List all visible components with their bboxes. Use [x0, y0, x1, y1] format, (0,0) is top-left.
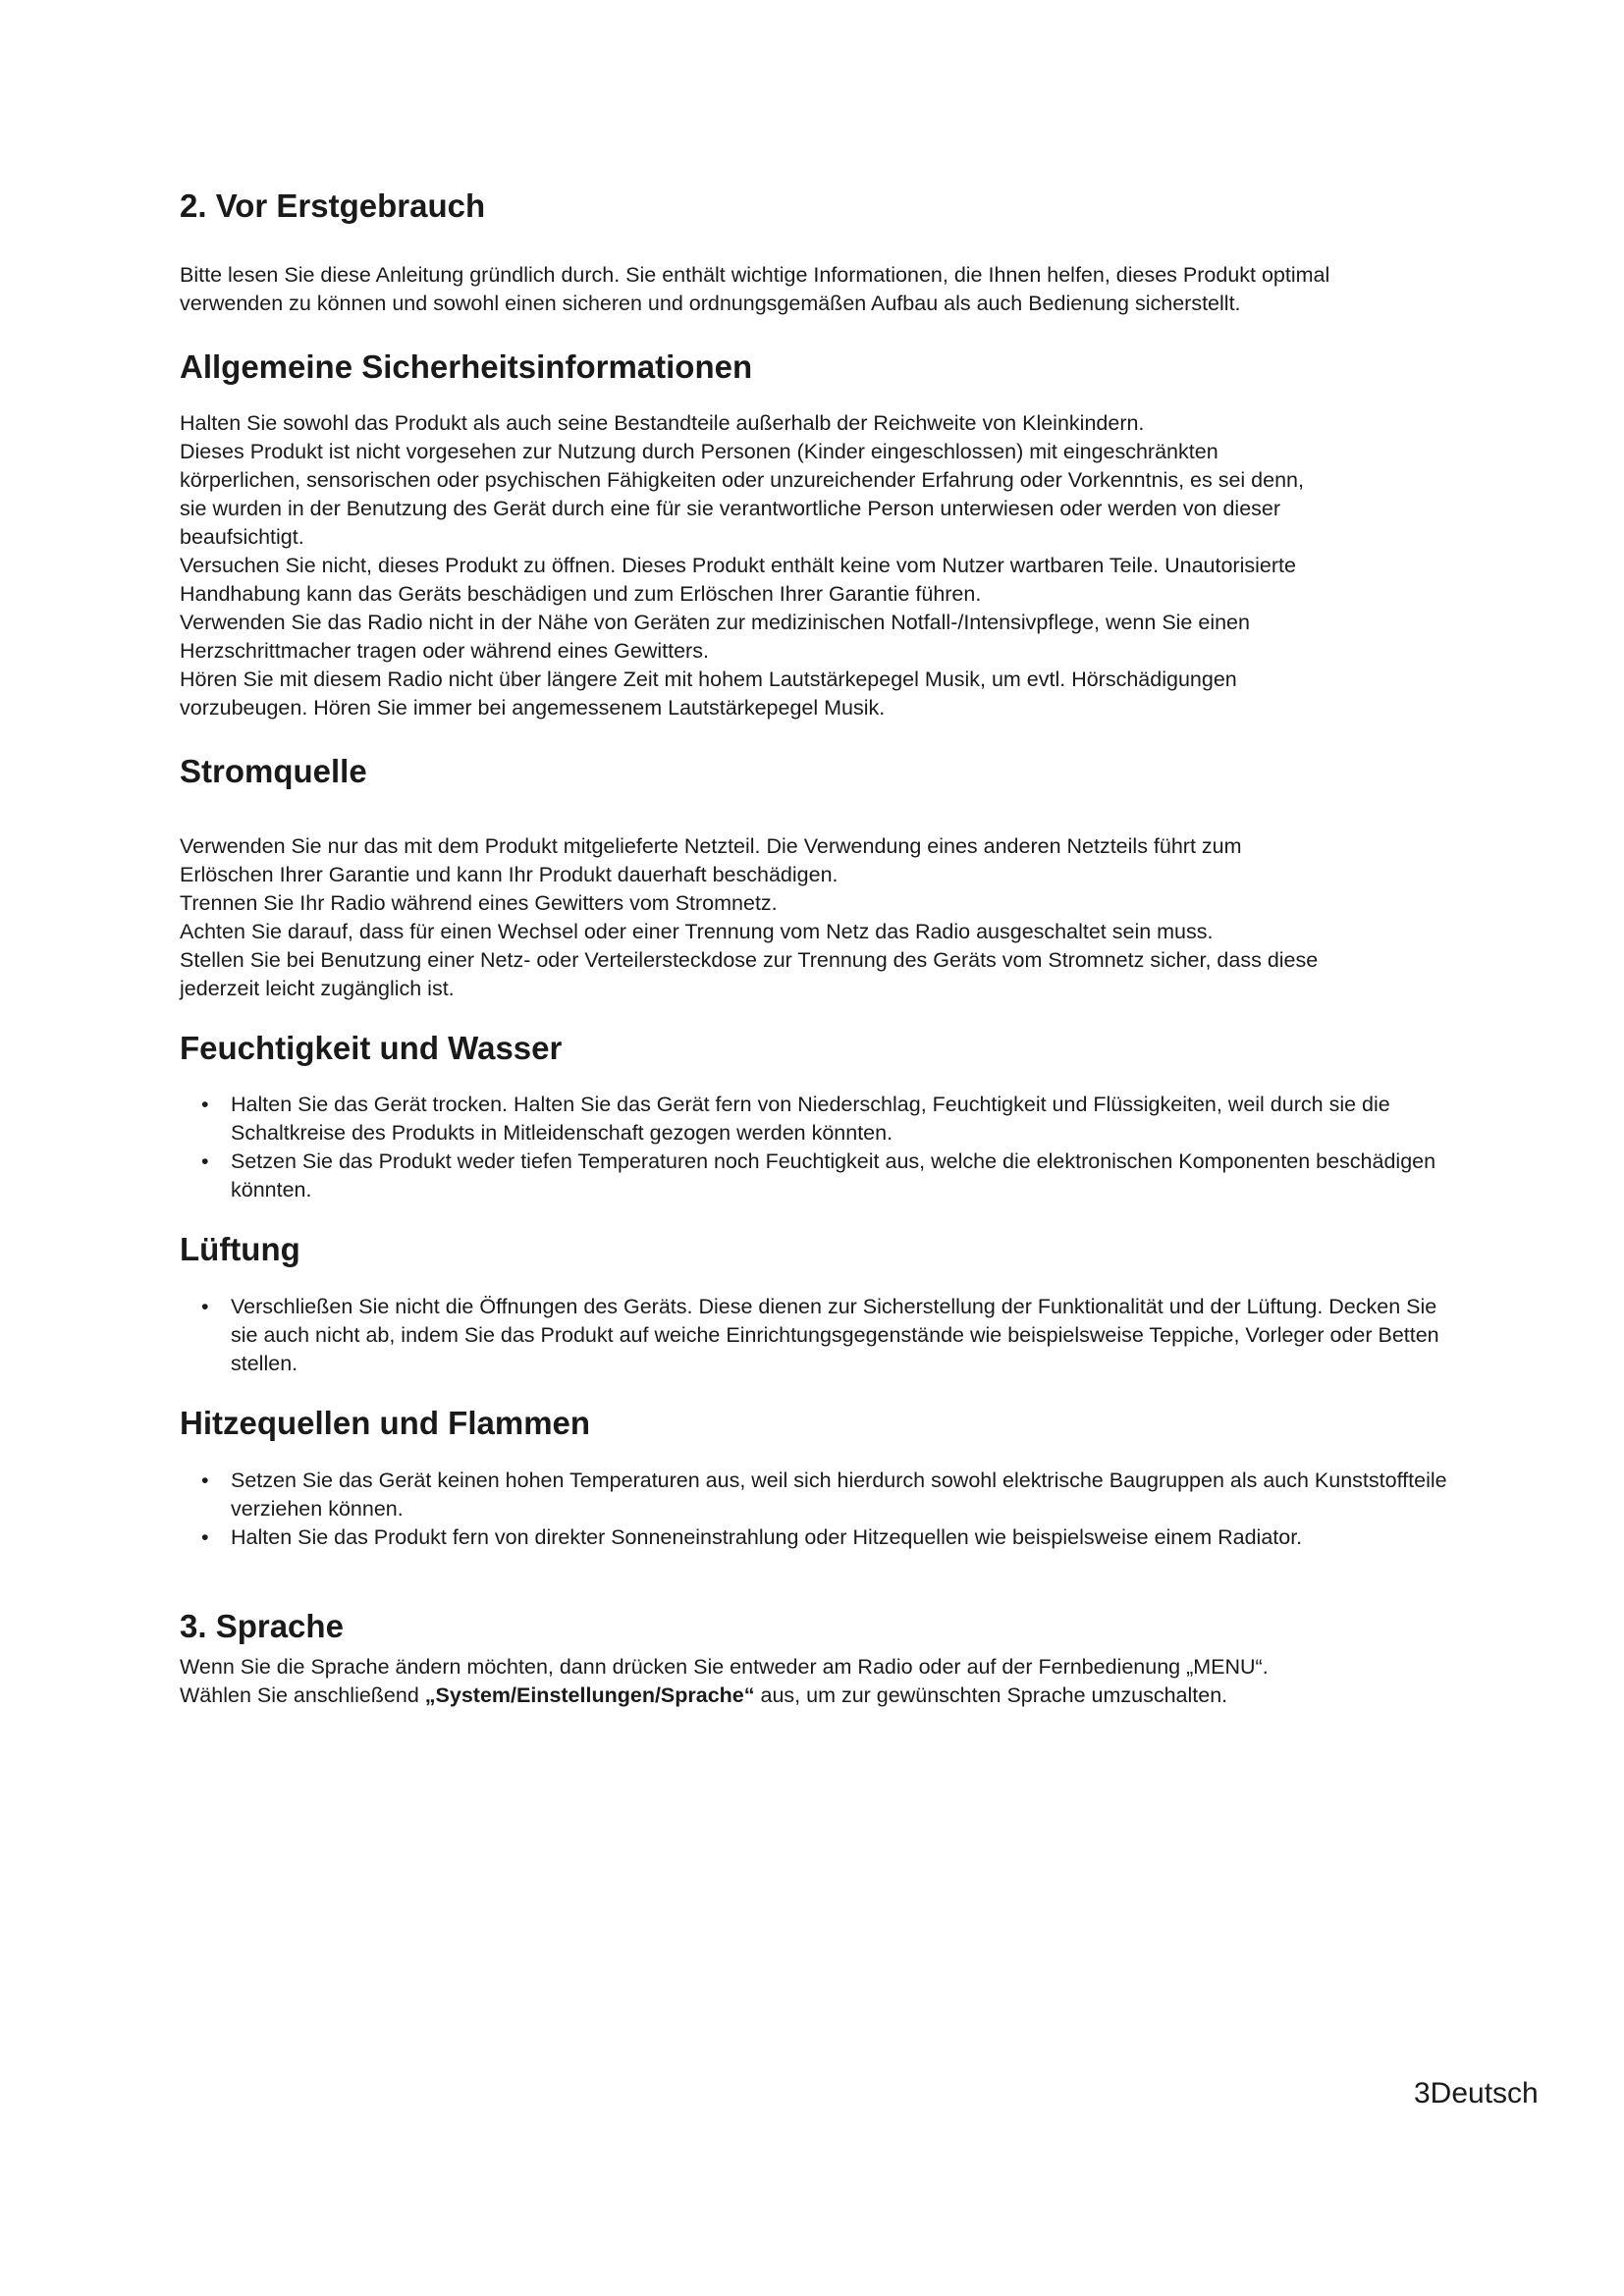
list-item	[180, 1523, 1466, 1552]
text-line: beaufsichtigt.	[180, 525, 304, 550]
text-line: Verwenden Sie nur das mit dem Produkt mitgelieferte Netzteil. Die Verwendung eines anderen Netzteils führt zum	[180, 833, 1242, 858]
text-line: Verwenden Sie das Radio nicht in der Nähe von Geräten zur medizinischen Notfall-/Intensivpflege, wenn Sie einen	[180, 611, 1250, 635]
section-title-vor-erstgebrauch: 2. Vor Erstgebrauch	[180, 187, 486, 224]
text-line-after: aus, um zur gewünschten Sprache umzuschalten.	[754, 1683, 1228, 1708]
bullet-icon: •	[201, 1149, 209, 1174]
heading-sicherheitsinformationen: Allgemeine Sicherheitsinformationen	[180, 347, 753, 385]
list-item	[180, 1091, 1466, 1148]
list-item-text: Halten Sie das Produkt fern von direkter Sonneneinstrahlung oder Hitzequellen wie beispielsweise einem Radiator.	[231, 1524, 1303, 1549]
list-item-text: Halten Sie das Gerät trocken. Halten Sie das Gerät fern von Niederschlag, Feuchtigkeit und Flüssigkeiten, weil durch sie die Schaltkreise des Produkts in Mitleidenschaft gezogen werden könnten.	[231, 1093, 1390, 1146]
text-line: Achten Sie darauf, dass für einen Wechsel oder einer Trennung vom Netz das Radio ausgeschaltet sein muss.	[180, 919, 1214, 943]
list-item-text: Setzen Sie das Produkt weder tiefen Temperaturen noch Feuchtigkeit aus, welche die elektronischen Komponenten beschädigen könnten.	[231, 1149, 1436, 1202]
list-item	[180, 1148, 1466, 1204]
document-page	[180, 187, 1466, 1710]
text-line: Versuchen Sie nicht, dieses Produkt zu öffnen. Dieses Produkt enthält keine vom Nutzer wartbaren Teile. Unautorisierte	[180, 554, 1296, 578]
paragraph-vor-erstgebrauch	[180, 261, 1466, 318]
paragraph-stromquelle	[180, 832, 1466, 1003]
text-line: Erlöschen Ihrer Garantie und kann Ihr Produkt dauerhaft beschädigen.	[180, 862, 839, 886]
text-line: vorzubeugen. Hören Sie immer bei angemessenem Lautstärkepegel Musik.	[180, 696, 886, 721]
text-line: Stellen Sie bei Benutzung einer Netz- oder Verteilersteckdose zur Trennung des Geräts vom Stromnetz sicher, dass diese	[180, 947, 1319, 972]
heading-hitzequellen: Hitzequellen und Flammen	[180, 1404, 591, 1441]
paragraph-sicherheitsinformationen	[180, 409, 1466, 722]
heading-stromquelle: Stromquelle	[180, 753, 367, 790]
text-line: Wenn Sie die Sprache ändern möchten, dann drücken Sie entweder am Radio oder auf der Fernbedienung „MENU“.	[180, 1655, 1269, 1680]
list-hitzequellen	[180, 1467, 1466, 1552]
text-line: Trennen Sie Ihr Radio während eines Gewitters vom Stromnetz.	[180, 890, 778, 915]
bullet-icon: •	[201, 1294, 209, 1318]
paragraph-sprache	[180, 1653, 1466, 1710]
text-line: Hören Sie mit diesem Radio nicht über längere Zeit mit hohem Lautstärkepegel Musik, um evtl. Hörschädigungen	[180, 667, 1237, 692]
list-lueftung	[180, 1293, 1466, 1378]
text-line: körperlichen, sensorischen oder psychischen Fähigkeiten oder unzureichender Erfahrung oder Vorkenntnis, es sei denn,	[180, 468, 1304, 493]
text-line: Bitte lesen Sie diese Anleitung gründlich durch. Sie enthält wichtige Informationen, die Ihnen helfen, dieses Produkt optimal	[180, 262, 1330, 287]
heading-lueftung: Lüftung	[180, 1231, 300, 1268]
text-line: Herzschrittmacher tragen oder während eines Gewitters.	[180, 639, 709, 664]
list-item-text: Verschließen Sie nicht die Öffnungen des Geräts. Diese dienen zur Sicherstellung der Funktionalität und der Lüftung. Decken Sie sie auch nicht ab, indem Sie das Produkt auf weiche Einrichtungsgegenstände wie beispielsweise Teppiche, Vorleger oder Betten stellen.	[231, 1294, 1439, 1375]
text-line: jederzeit leicht zugänglich ist.	[180, 976, 455, 1000]
bullet-icon: •	[201, 1093, 209, 1117]
bullet-icon: •	[201, 1468, 209, 1492]
text-line: sie wurden in der Benutzung des Gerät durch eine für sie verantwortliche Person unterwiesen oder werden von dieser	[180, 497, 1281, 521]
text-line: verwenden zu können und sowohl einen sicheren und ordnungsgemäßen Aufbau als auch Bedienung sicherstellt.	[180, 291, 1241, 315]
page-footer-label: 3Deutsch	[1414, 2077, 1539, 2109]
menu-path-bold: „System/Einstellungen/Sprache“	[424, 1683, 755, 1708]
text-line-before: Wählen Sie anschließend	[180, 1683, 425, 1708]
text-line: Halten Sie sowohl das Produkt als auch seine Bestandteile außerhalb der Reichweite von Kleinkindern.	[180, 411, 1145, 436]
text-line: Handhabung kann das Geräts beschädigen und zum Erlöschen Ihrer Garantie führen.	[180, 582, 982, 607]
section-title-sprache: 3. Sprache	[180, 1607, 344, 1644]
bullet-icon: •	[201, 1524, 209, 1549]
list-feuchtigkeit	[180, 1091, 1466, 1204]
text-line: Dieses Produkt ist nicht vorgesehen zur Nutzung durch Personen (Kinder eingeschlossen) mit eingeschränkten	[180, 440, 1218, 464]
list-item	[180, 1467, 1466, 1523]
list-item-text: Setzen Sie das Gerät keinen hohen Temperaturen aus, weil sich hierdurch sowohl elektrische Baugruppen als auch Kunststoffteile verziehen können.	[231, 1468, 1447, 1521]
heading-feuchtigkeit: Feuchtigkeit und Wasser	[180, 1029, 563, 1066]
list-item	[180, 1293, 1466, 1378]
